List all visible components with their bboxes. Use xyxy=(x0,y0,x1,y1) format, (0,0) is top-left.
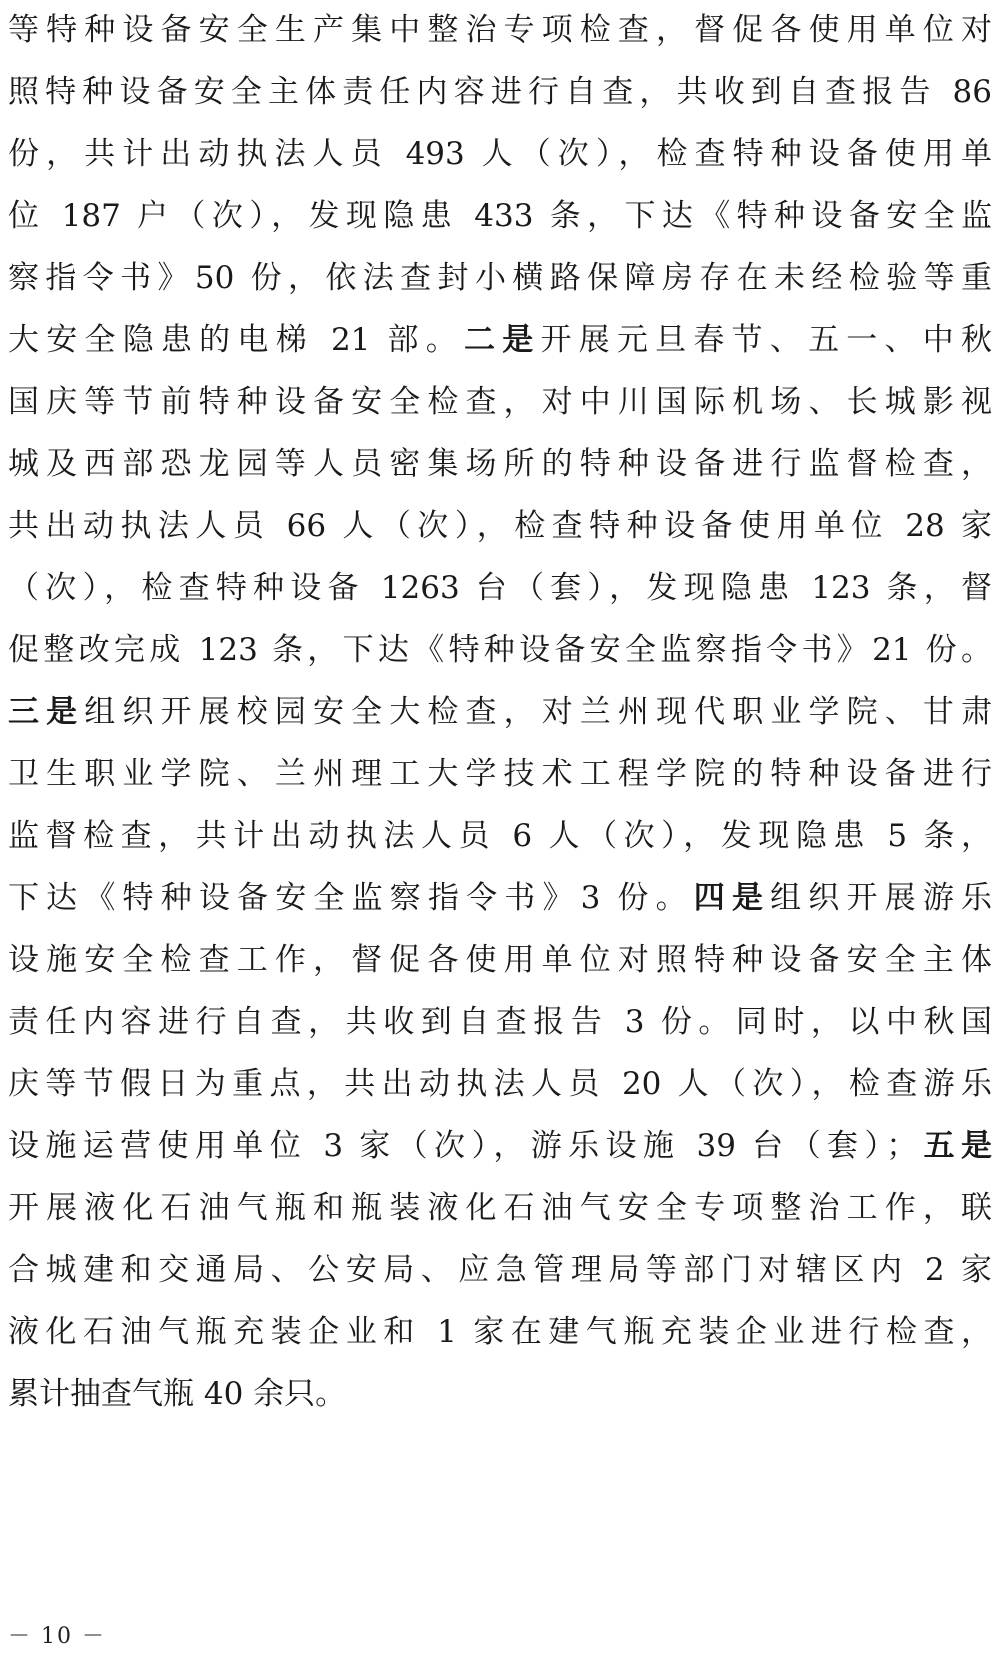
line-text: 庆等节假日为重点，共出动执法人员 20 人（次），检查游乐 xyxy=(8,1066,992,1102)
paragraph-line xyxy=(8,806,992,866)
line-text: 国庆等节前特种设备安全检查，对中川国际机场、长城影视 xyxy=(8,384,992,420)
section-marker-five: 五是 xyxy=(917,1128,992,1164)
paragraph-line xyxy=(8,1178,992,1238)
line-text: 组织开展游乐 xyxy=(770,880,992,916)
paragraph-line xyxy=(8,1054,992,1114)
line-text: 下达《特种设备安全监察指令书》3 份。 xyxy=(8,880,694,916)
paragraph-line xyxy=(8,1302,992,1362)
line-text: 设施安全检查工作，督促各使用单位对照特种设备安全主体 xyxy=(8,942,992,978)
paragraph-line xyxy=(8,1116,992,1176)
section-marker-three: 三是 xyxy=(8,694,85,730)
line-text: 大安全隐患的电梯 21 部。 xyxy=(8,322,464,358)
line-text: 监督检查，共计出动执法人员 6 人（次），发现隐患 5 条， xyxy=(8,818,992,854)
line-text: 照特种设备安全主体责任内容进行自查，共收到自查报告 86 xyxy=(8,74,992,110)
paragraph-line xyxy=(8,744,992,804)
line-text: 共出动执法人员 66 人（次），检查特种设备使用单位 28 家 xyxy=(8,508,992,544)
paragraph-line xyxy=(8,558,992,618)
page-number: － 10 － xyxy=(8,1624,106,1649)
line-text: 卫生职业学院、兰州理工大学技术工程学院的特种设备进行 xyxy=(8,756,992,792)
paragraph-line xyxy=(8,868,992,928)
line-text: 累计抽查气瓶 40 余只。 xyxy=(8,1376,347,1412)
paragraph-line xyxy=(8,372,992,432)
paragraph-line xyxy=(8,992,992,1052)
paragraph-line xyxy=(8,620,992,680)
line-text: 合城建和交通局、公安局、应急管理局等部门对辖区内 2 家 xyxy=(8,1252,992,1288)
paragraph-line xyxy=(8,930,992,990)
paragraph-line xyxy=(8,434,992,494)
paragraph-line xyxy=(8,1240,992,1300)
line-text: 促整改完成 123 条，下达《特种设备安全监察指令书》21 份。 xyxy=(8,632,992,668)
line-text: 组织开展校园安全大检查，对兰州现代职业学院、甘肃 xyxy=(84,694,992,730)
line-text: 责任内容进行自查，共收到自查报告 3 份。同时，以中秋国 xyxy=(8,1004,992,1040)
paragraph-line xyxy=(8,248,992,308)
paragraph-line xyxy=(8,682,992,742)
line-text: 开展液化石油气瓶和瓶装液化石油气安全专项整治工作，联 xyxy=(8,1190,992,1226)
paragraph-line xyxy=(8,186,992,246)
line-text: 开展元旦春节、五一、中秋 xyxy=(540,322,992,358)
line-text: 位 187 户（次），发现隐患 433 条，下达《特种设备安全监 xyxy=(8,198,992,234)
line-text: 液化石油气瓶充装企业和 1 家在建气瓶充装企业进行检查， xyxy=(8,1314,992,1350)
line-text: 设施运营使用单位 3 家（次），游乐设施 39 台（套）； xyxy=(8,1128,918,1164)
line-text: 城及西部恐龙园等人员密集场所的特种设备进行监督检查， xyxy=(8,446,992,482)
line-text: 份，共计出动执法人员 493 人（次），检查特种设备使用单 xyxy=(8,136,992,172)
paragraph-line xyxy=(8,496,992,556)
section-marker-two: 二是 xyxy=(463,322,541,358)
line-text: 等特种设备安全生产集中整治专项检查，督促各使用单位对 xyxy=(8,12,992,48)
paragraph-line xyxy=(8,1364,992,1424)
paragraph-line xyxy=(8,124,992,184)
section-marker-four: 四是 xyxy=(693,880,771,916)
paragraph-line xyxy=(8,310,992,370)
line-text: （次），检查特种设备 1263 台（套），发现隐患 123 条，督 xyxy=(8,570,992,606)
line-text: 察指令书》50 份，依法查封小横路保障房存在未经检验等重 xyxy=(8,260,992,296)
paragraph-line xyxy=(8,0,992,60)
paragraph-line xyxy=(8,62,992,122)
